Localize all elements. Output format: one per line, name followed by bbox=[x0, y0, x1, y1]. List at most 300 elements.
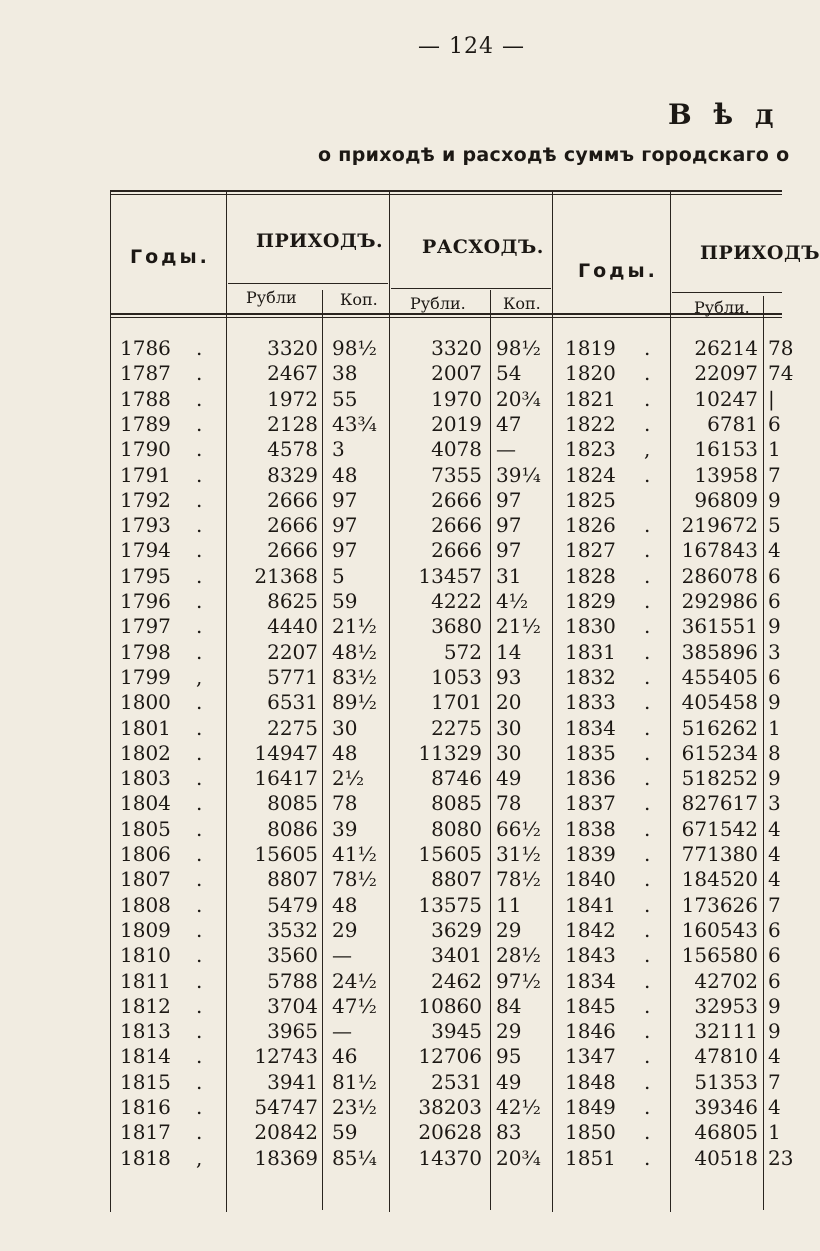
dot-leader-2: . bbox=[644, 766, 651, 791]
income-kopecks-cell: 81½ bbox=[332, 1069, 377, 1094]
expense-rubles-cell: 8085 bbox=[431, 791, 482, 816]
income-rubles-cell-2: 184520 bbox=[681, 867, 758, 892]
year-cell: 1817 bbox=[120, 1120, 171, 1145]
expense-rubles-cell: 13457 bbox=[418, 563, 482, 588]
year-cell: 1809 bbox=[120, 917, 171, 942]
income-kopecks-cell: 48 bbox=[332, 462, 358, 487]
expense-rubles-cell: 11329 bbox=[418, 740, 482, 765]
income-kopecks-cell-2: 6 bbox=[768, 664, 781, 689]
income-kopecks-cell: 41½ bbox=[332, 842, 377, 866]
dot-leader: . bbox=[196, 842, 203, 866]
header-bottom-rule bbox=[110, 313, 782, 315]
dot-leader-2: . bbox=[644, 386, 651, 411]
income-rubles-cell: 4578 bbox=[267, 437, 318, 462]
income-rubles-cell-2: 671542 bbox=[681, 816, 758, 841]
income-rubles-cell-2: 32111 bbox=[694, 1019, 758, 1044]
year-cell: 1792 bbox=[120, 487, 171, 512]
income-kopecks-cell-2: 4 bbox=[768, 867, 781, 892]
expense-kopecks-cell: 66½ bbox=[496, 816, 541, 841]
dot-leader-2: . bbox=[644, 791, 651, 816]
income-kopecks-cell: 23½ bbox=[332, 1095, 377, 1119]
expense-kopecks-cell: 29 bbox=[496, 1019, 522, 1044]
income-kopecks-cell: 30 bbox=[332, 715, 358, 740]
income-kopecks-cell-2: 6 bbox=[768, 589, 781, 613]
income-rubles-cell-2: 47810 bbox=[694, 1044, 758, 1069]
income-kopecks-cell-2: 6 bbox=[768, 968, 781, 993]
header-income-2: ПРИХОДЪ bbox=[700, 242, 820, 264]
table-row bbox=[0, 994, 782, 1019]
income-kopecks-cell: 48½ bbox=[332, 639, 377, 664]
year-cell-2: 1819 bbox=[565, 336, 616, 360]
expense-kopecks-cell: 83 bbox=[496, 1120, 522, 1145]
expense-kopecks-cell: 20 bbox=[496, 690, 522, 715]
expense-rubles-cell: 13575 bbox=[418, 892, 482, 917]
table-row bbox=[0, 1120, 782, 1145]
table-row bbox=[0, 716, 782, 741]
income-rubles-cell: 21368 bbox=[254, 563, 318, 588]
year-cell-2: 1824 bbox=[565, 462, 616, 487]
expense-kopecks-cell: 97 bbox=[496, 513, 522, 538]
income-rubles-cell-2: 286078 bbox=[681, 563, 758, 588]
income-kopecks-cell-2: 23 bbox=[768, 1145, 794, 1170]
dot-leader-2: . bbox=[644, 462, 651, 487]
table-row bbox=[0, 969, 782, 994]
year-cell-2: 1347 bbox=[565, 1044, 616, 1069]
dot-leader: . bbox=[196, 715, 203, 740]
dot-leader: . bbox=[196, 462, 203, 487]
year-cell: 1806 bbox=[120, 842, 171, 866]
income-kopecks-cell: 78 bbox=[332, 791, 358, 816]
year-cell: 1793 bbox=[120, 513, 171, 538]
income-rubles-cell: 2666 bbox=[267, 538, 318, 563]
income-rubles-cell-2: 16153 bbox=[694, 437, 758, 462]
year-cell-2: 1821 bbox=[565, 386, 616, 411]
income-kopecks-cell-2: 9 bbox=[768, 487, 781, 512]
dot-leader-2: . bbox=[644, 816, 651, 841]
income-rubles-cell: 3320 bbox=[267, 336, 318, 360]
dot-leader: . bbox=[196, 740, 203, 765]
income-kopecks-cell: 97 bbox=[332, 538, 358, 563]
expense-kopecks-cell: — bbox=[496, 437, 516, 462]
income-kopecks-cell: 89½ bbox=[332, 690, 377, 715]
income-kopecks-cell-2: 78 bbox=[768, 336, 794, 360]
dot-leader: . bbox=[196, 386, 203, 411]
income-rubles-cell-2: 42702 bbox=[694, 968, 758, 993]
dot-leader: . bbox=[196, 361, 203, 386]
income-kopecks-cell-2: 6 bbox=[768, 943, 781, 968]
income-rubles-cell-2: 518252 bbox=[681, 766, 758, 791]
year-cell: 1787 bbox=[120, 361, 171, 386]
expense-kopecks-cell: 93 bbox=[496, 664, 522, 689]
income-kopecks-cell: 59 bbox=[332, 1120, 358, 1145]
expense-rubles-cell: 2019 bbox=[431, 411, 482, 436]
income-kopecks-cell-2: 9 bbox=[768, 766, 781, 791]
income-rubles-cell: 5479 bbox=[267, 892, 318, 917]
year-cell-2: 1843 bbox=[565, 943, 616, 968]
header-years: Годы. bbox=[130, 246, 210, 268]
year-cell-2: 1846 bbox=[565, 1019, 616, 1044]
table-row bbox=[0, 463, 782, 488]
income-rubles-cell: 18369 bbox=[254, 1145, 318, 1170]
income-kopecks-cell-2: 4 bbox=[768, 1095, 781, 1119]
income-rubles-cell: 2207 bbox=[267, 639, 318, 664]
year-cell-2: 1840 bbox=[565, 867, 616, 892]
year-cell-2: 1826 bbox=[565, 513, 616, 538]
year-cell-2: 1835 bbox=[565, 740, 616, 765]
year-cell: 1803 bbox=[120, 766, 171, 791]
header-expense: РАСХОДЪ. bbox=[422, 236, 544, 258]
year-cell-2: 1837 bbox=[565, 791, 616, 816]
income-kopecks-cell: — bbox=[332, 943, 352, 968]
income-rubles-cell: 16417 bbox=[254, 766, 318, 791]
expense-kopecks-cell: 21½ bbox=[496, 614, 541, 639]
table-row bbox=[0, 387, 782, 412]
dot-leader: . bbox=[196, 766, 203, 791]
expense-kopecks-cell: 97½ bbox=[496, 968, 541, 993]
year-cell: 1794 bbox=[120, 538, 171, 563]
income-kopecks-cell-2: 4 bbox=[768, 816, 781, 841]
year-cell: 1807 bbox=[120, 867, 171, 892]
income-rubles-cell: 14947 bbox=[254, 740, 318, 765]
income-rubles-cell: 3532 bbox=[267, 917, 318, 942]
dot-leader: . bbox=[196, 614, 203, 639]
header-income: ПРИХОДЪ. bbox=[256, 230, 384, 252]
income-rubles-cell: 20842 bbox=[254, 1120, 318, 1145]
income-kopecks-cell-2: 6 bbox=[768, 917, 781, 942]
year-cell-2: 1831 bbox=[565, 639, 616, 664]
header-kopecks-expense: Коп. bbox=[503, 294, 541, 313]
dot-leader-2: . bbox=[644, 336, 651, 360]
expense-rubles-cell: 2666 bbox=[431, 487, 482, 512]
table-row bbox=[0, 538, 782, 563]
expense-kopecks-cell: 97 bbox=[496, 538, 522, 563]
dot-leader-2: . bbox=[644, 892, 651, 917]
income-kopecks-cell: 98½ bbox=[332, 336, 377, 360]
expense-kopecks-cell: 30 bbox=[496, 740, 522, 765]
expense-rubles-cell: 2666 bbox=[431, 538, 482, 563]
income-kopecks-cell-2: 4 bbox=[768, 842, 781, 866]
expense-rubles-cell: 38203 bbox=[418, 1095, 482, 1119]
expense-rubles-cell: 3401 bbox=[431, 943, 482, 968]
income-rubles-cell: 15605 bbox=[254, 842, 318, 866]
expense-kopecks-cell: 84 bbox=[496, 993, 522, 1018]
dot-leader-2: . bbox=[644, 538, 651, 563]
income-rubles-cell-2: 13958 bbox=[694, 462, 758, 487]
expense-rubles-cell: 1970 bbox=[431, 386, 482, 411]
expense-rubles-cell: 1053 bbox=[431, 664, 482, 689]
subheader-line bbox=[391, 288, 551, 289]
year-cell-2: 1842 bbox=[565, 917, 616, 942]
income-rubles-cell-2: 40518 bbox=[694, 1145, 758, 1170]
income-kopecks-cell: 85¼ bbox=[332, 1145, 377, 1170]
dot-leader: . bbox=[196, 437, 203, 462]
year-cell: 1815 bbox=[120, 1069, 171, 1094]
subheader-line bbox=[228, 283, 388, 284]
dot-leader: . bbox=[196, 816, 203, 841]
expense-rubles-cell: 20628 bbox=[418, 1120, 482, 1145]
expense-kopecks-cell: 98½ bbox=[496, 336, 541, 360]
year-cell: 1790 bbox=[120, 437, 171, 462]
dot-leader-2: . bbox=[644, 917, 651, 942]
table-row bbox=[0, 1145, 794, 1171]
income-kopecks-cell: 48 bbox=[332, 892, 358, 917]
dot-leader: . bbox=[196, 487, 203, 512]
table-row bbox=[0, 943, 782, 968]
dot-leader: . bbox=[196, 1069, 203, 1094]
table-row bbox=[0, 437, 782, 462]
header-rubles-expense: Рубли. bbox=[410, 294, 466, 313]
table-row bbox=[0, 1019, 782, 1044]
year-cell-2: 1836 bbox=[565, 766, 616, 791]
dot-leader: . bbox=[196, 411, 203, 436]
table-row bbox=[0, 412, 782, 437]
year-cell-2: 1820 bbox=[565, 361, 616, 386]
dot-leader: . bbox=[196, 513, 203, 538]
year-cell: 1798 bbox=[120, 639, 171, 664]
year-cell: 1786 bbox=[120, 336, 171, 360]
year-cell-2: 1823 bbox=[565, 437, 616, 462]
income-rubles-cell-2: 516262 bbox=[681, 715, 758, 740]
income-rubles-cell-2: 361551 bbox=[681, 614, 758, 639]
income-rubles-cell-2: 219672 bbox=[681, 513, 758, 538]
table-row bbox=[0, 513, 782, 538]
expense-rubles-cell: 7355 bbox=[431, 462, 482, 487]
income-kopecks-cell-2: 7 bbox=[768, 892, 781, 917]
table-row bbox=[0, 1044, 782, 1069]
dot-leader-2: . bbox=[644, 993, 651, 1018]
income-rubles-cell: 12743 bbox=[254, 1044, 318, 1069]
expense-kopecks-cell: 95 bbox=[496, 1044, 522, 1069]
income-rubles-cell-2: 51353 bbox=[694, 1069, 758, 1094]
expense-rubles-cell: 3629 bbox=[431, 917, 482, 942]
expense-kopecks-cell: 14 bbox=[496, 639, 522, 664]
subheader-line bbox=[672, 292, 782, 293]
income-rubles-cell: 4440 bbox=[267, 614, 318, 639]
income-rubles-cell-2: 455405 bbox=[681, 664, 758, 689]
dot-leader-2: . bbox=[644, 842, 651, 866]
year-cell: 1814 bbox=[120, 1044, 171, 1069]
income-kopecks-cell: 38 bbox=[332, 361, 358, 386]
dot-leader-2: . bbox=[644, 1069, 651, 1094]
income-kopecks-cell: 97 bbox=[332, 487, 358, 512]
dot-leader-2: . bbox=[644, 361, 651, 386]
year-cell: 1804 bbox=[120, 791, 171, 816]
table-row bbox=[0, 361, 794, 386]
dot-leader-2: , bbox=[644, 437, 651, 462]
expense-kopecks-cell: 78½ bbox=[496, 867, 541, 892]
table-top-rule bbox=[110, 190, 782, 192]
income-kopecks-cell-2: 9 bbox=[768, 614, 781, 639]
income-kopecks-cell-2: 6 bbox=[768, 563, 781, 588]
expense-kopecks-cell: 30 bbox=[496, 715, 522, 740]
dot-leader-2: . bbox=[644, 664, 651, 689]
header-rubles: Рубли bbox=[246, 288, 297, 307]
table-row bbox=[0, 1095, 782, 1120]
expense-kopecks-cell: 47 bbox=[496, 411, 522, 436]
year-cell-2: 1829 bbox=[565, 589, 616, 613]
year-cell-2: 1830 bbox=[565, 614, 616, 639]
year-cell: 1799 bbox=[120, 664, 171, 689]
expense-kopecks-cell: 97 bbox=[496, 487, 522, 512]
table-row bbox=[0, 1070, 782, 1095]
expense-rubles-cell: 10860 bbox=[418, 993, 482, 1018]
dot-leader-2: . bbox=[644, 513, 651, 538]
income-rubles-cell-2: 405458 bbox=[681, 690, 758, 715]
table-row bbox=[0, 665, 782, 690]
year-cell-2: 1839 bbox=[565, 842, 616, 866]
dot-leader: . bbox=[196, 690, 203, 715]
income-rubles-cell: 8625 bbox=[267, 589, 318, 613]
income-rubles-cell-2: 156580 bbox=[681, 943, 758, 968]
dot-leader-2: . bbox=[644, 968, 651, 993]
year-cell: 1791 bbox=[120, 462, 171, 487]
year-cell-2: 1850 bbox=[565, 1120, 616, 1145]
income-kopecks-cell-2: 4 bbox=[768, 538, 781, 563]
income-kopecks-cell: 29 bbox=[332, 917, 358, 942]
dot-leader: . bbox=[196, 1019, 203, 1044]
income-rubles-cell: 8329 bbox=[267, 462, 318, 487]
income-kopecks-cell-2: | bbox=[768, 386, 775, 411]
dot-leader: . bbox=[196, 1095, 203, 1119]
expense-kopecks-cell: 78 bbox=[496, 791, 522, 816]
expense-kopecks-cell: 20¾ bbox=[496, 1145, 541, 1170]
income-rubles-cell-2: 26214 bbox=[694, 336, 758, 360]
income-rubles-cell: 3965 bbox=[267, 1019, 318, 1044]
dot-leader: . bbox=[196, 1120, 203, 1145]
dot-leader: . bbox=[196, 563, 203, 588]
income-kopecks-cell: 46 bbox=[332, 1044, 358, 1069]
income-rubles-cell-2: 615234 bbox=[681, 740, 758, 765]
income-rubles-cell: 2666 bbox=[267, 487, 318, 512]
expense-rubles-cell: 4222 bbox=[431, 589, 482, 613]
income-rubles-cell: 3560 bbox=[267, 943, 318, 968]
dot-leader-2: . bbox=[644, 740, 651, 765]
income-rubles-cell-2: 6781 bbox=[707, 411, 758, 436]
header-rubles-2: Рубли. bbox=[694, 298, 750, 317]
expense-kopecks-cell: 4½ bbox=[496, 589, 529, 613]
table-row bbox=[0, 867, 782, 892]
income-rubles-cell: 2128 bbox=[267, 411, 318, 436]
expense-kopecks-cell: 42½ bbox=[496, 1095, 541, 1119]
income-kopecks-cell: 24½ bbox=[332, 968, 377, 993]
year-cell: 1818 bbox=[120, 1145, 171, 1170]
dot-leader-2: . bbox=[644, 1145, 651, 1170]
expense-kopecks-cell: 39¼ bbox=[496, 462, 541, 487]
year-cell: 1810 bbox=[120, 943, 171, 968]
income-kopecks-cell-2: 5 bbox=[768, 513, 781, 538]
expense-kopecks-cell: 49 bbox=[496, 1069, 522, 1094]
expense-rubles-cell: 2531 bbox=[431, 1069, 482, 1094]
income-rubles-cell-2: 827617 bbox=[681, 791, 758, 816]
income-rubles-cell-2: 10247 bbox=[694, 386, 758, 411]
year-cell-2: 1849 bbox=[565, 1095, 616, 1119]
income-kopecks-cell: 2½ bbox=[332, 766, 365, 791]
year-cell-2: 1827 bbox=[565, 538, 616, 563]
income-kopecks-cell-2: 1 bbox=[768, 437, 781, 462]
year-cell: 1800 bbox=[120, 690, 171, 715]
dot-leader: . bbox=[196, 589, 203, 613]
year-cell-2: 1838 bbox=[565, 816, 616, 841]
year-cell-2: 1851 bbox=[565, 1145, 616, 1170]
dot-leader-2: . bbox=[644, 1095, 651, 1119]
expense-rubles-cell: 2462 bbox=[431, 968, 482, 993]
income-rubles-cell: 2467 bbox=[267, 361, 318, 386]
table-row bbox=[0, 614, 782, 639]
expense-rubles-cell: 8807 bbox=[431, 867, 482, 892]
income-kopecks-cell: 39 bbox=[332, 816, 358, 841]
expense-kopecks-cell: 29 bbox=[496, 917, 522, 942]
dot-leader-2: . bbox=[644, 867, 651, 892]
income-kopecks-cell: 3 bbox=[332, 437, 345, 462]
expense-rubles-cell: 8746 bbox=[431, 766, 482, 791]
income-rubles-cell: 5788 bbox=[267, 968, 318, 993]
table-top-rule-thin bbox=[110, 194, 782, 195]
dot-leader-2: . bbox=[644, 1044, 651, 1069]
income-kopecks-cell: 5 bbox=[332, 563, 345, 588]
income-rubles-cell-2: 292986 bbox=[681, 589, 758, 613]
year-cell-2: 1848 bbox=[565, 1069, 616, 1094]
income-rubles-cell-2: 32953 bbox=[694, 993, 758, 1018]
income-rubles-cell: 6531 bbox=[267, 690, 318, 715]
income-kopecks-cell-2: 9 bbox=[768, 1019, 781, 1044]
year-cell-2: 1841 bbox=[565, 892, 616, 917]
dot-leader: . bbox=[196, 639, 203, 664]
year-cell: 1789 bbox=[120, 411, 171, 436]
income-rubles-cell-2: 771380 bbox=[681, 842, 758, 866]
dot-leader-2: . bbox=[644, 715, 651, 740]
income-rubles-cell-2: 160543 bbox=[681, 917, 758, 942]
year-cell: 1813 bbox=[120, 1019, 171, 1044]
expense-rubles-cell: 14370 bbox=[418, 1145, 482, 1170]
income-rubles-cell: 8807 bbox=[267, 867, 318, 892]
dot-leader-2: . bbox=[644, 614, 651, 639]
dot-leader: . bbox=[196, 917, 203, 942]
income-rubles-cell: 5771 bbox=[267, 664, 318, 689]
dot-leader: . bbox=[196, 867, 203, 892]
header-years-2: Годы. bbox=[578, 260, 658, 282]
year-cell-2: 1832 bbox=[565, 664, 616, 689]
table-row bbox=[0, 918, 782, 943]
expense-rubles-cell: 4078 bbox=[431, 437, 482, 462]
document-title: В ѣ д bbox=[668, 98, 780, 131]
dot-leader-2: . bbox=[644, 943, 651, 968]
income-rubles-cell: 1972 bbox=[267, 386, 318, 411]
expense-kopecks-cell: 11 bbox=[496, 892, 522, 917]
income-rubles-cell: 2666 bbox=[267, 513, 318, 538]
year-cell: 1788 bbox=[120, 386, 171, 411]
income-rubles-cell: 8085 bbox=[267, 791, 318, 816]
income-rubles-cell: 54747 bbox=[254, 1095, 318, 1119]
income-rubles-cell-2: 173626 bbox=[681, 892, 758, 917]
year-cell-2: 1845 bbox=[565, 993, 616, 1018]
dot-leader: , bbox=[196, 664, 203, 689]
income-rubles-cell: 2275 bbox=[267, 715, 318, 740]
dot-leader-2: . bbox=[644, 690, 651, 715]
income-kopecks-cell-2: 9 bbox=[768, 690, 781, 715]
income-kopecks-cell-2: 74 bbox=[768, 361, 794, 386]
dot-leader: . bbox=[196, 968, 203, 993]
expense-rubles-cell: 3320 bbox=[431, 336, 482, 360]
page-number: — 124 — bbox=[418, 34, 525, 59]
year-cell: 1805 bbox=[120, 816, 171, 841]
table-row bbox=[0, 893, 782, 918]
expense-rubles-cell: 2666 bbox=[431, 513, 482, 538]
income-kopecks-cell-2: 3 bbox=[768, 639, 781, 664]
income-rubles-cell-2: 385896 bbox=[681, 639, 758, 664]
year-cell: 1816 bbox=[120, 1095, 171, 1119]
year-cell-2: 1834 bbox=[565, 715, 616, 740]
expense-kopecks-cell: 20¾ bbox=[496, 386, 541, 411]
